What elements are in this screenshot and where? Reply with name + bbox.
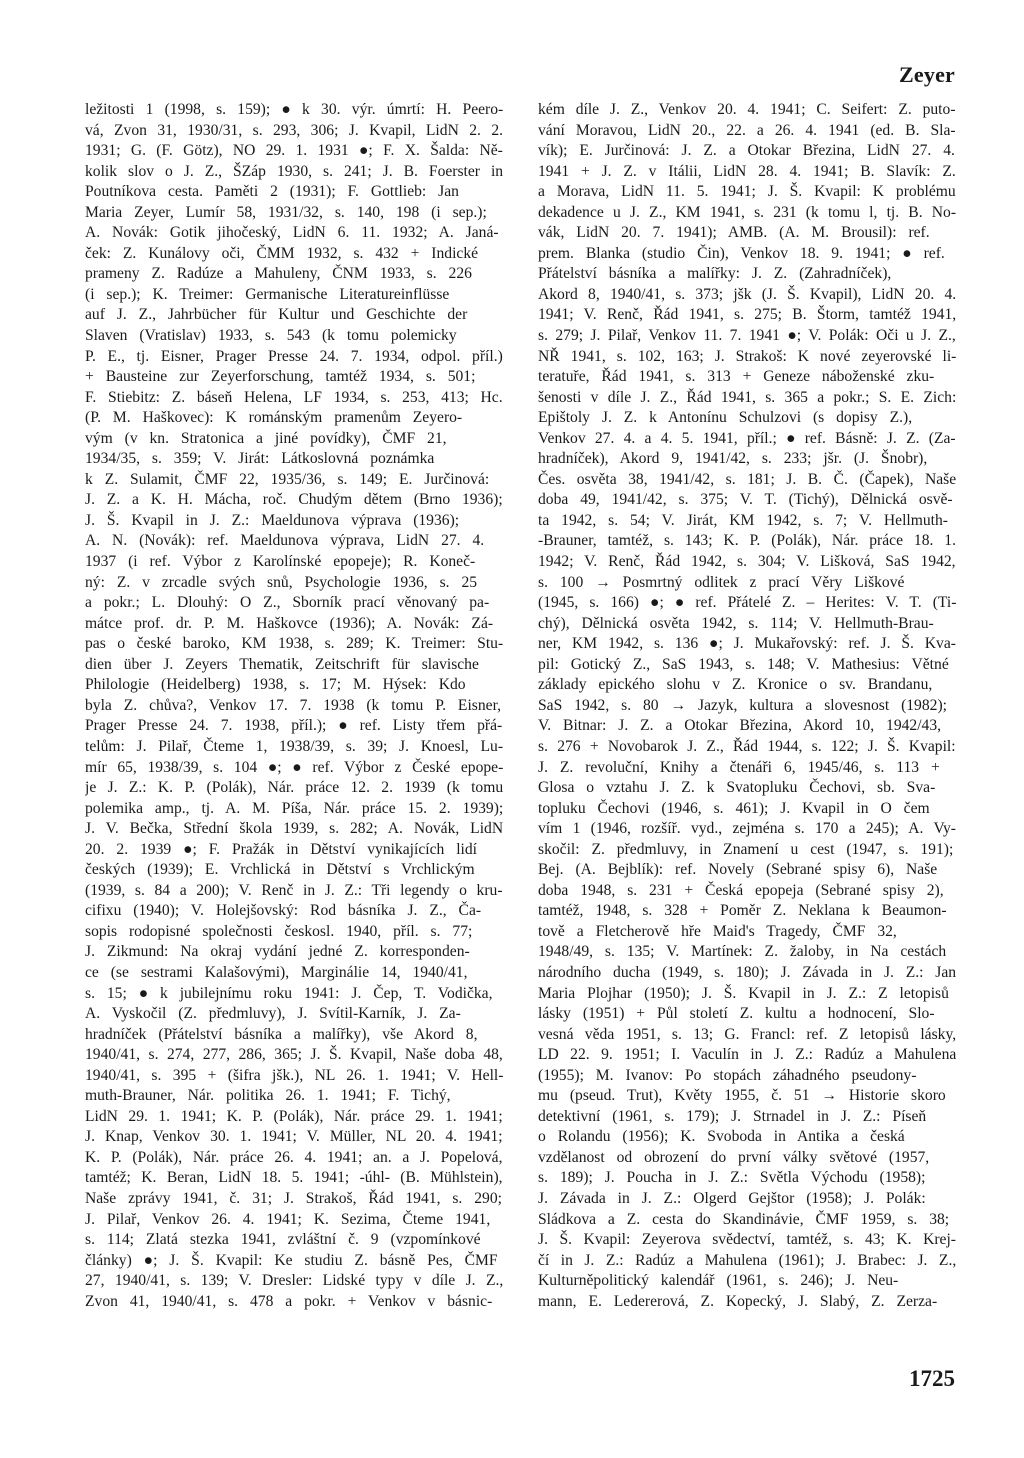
text-line: chý), Dělnická osvěta 1942, s. 114; V. Hellmuth-Brau- [538,614,934,632]
text-line: s. 276 + Novobarok J. Z., Řád 1944, s. 122; J. Š. Kvapil: [538,737,956,755]
text-line: Čes. osvěta 38, 1941/42, s. 181; J. B. Č. (Čapek), Naše [538,470,956,488]
text-line: Naše zprávy 1941, č. 31; J. Strakoš, Řád 1941, s. 290; [85,1189,502,1207]
text-line: Prager Presse 24. 7. 1938, příl.); ● ref. Listy třem přá- [85,717,503,735]
text-line: s. 189); J. Poucha in J. Z.: Světla Východu (1958); [538,1169,926,1187]
text-line: 1941 + J. Z. v Itálii, LidN 28. 4. 1941; B. Slavík: Z. [538,162,956,180]
text-line: 1937 (i ref. Výbor z Karolínské epopeje); R. Koneč- [85,553,476,571]
text-line: 1940/41, s. 274, 277, 286, 365; J. Š. Kvapil, Naše doba 48, [85,1046,503,1064]
text-line: vesná věda 1951, s. 13; G. Francl: ref. Z letopisů lásky, [538,1025,956,1043]
text-line: hradníček (Přátelství básníka a malířky), vše Akord 8, [85,1025,478,1043]
text-line: ce (se sestrami Kalašovými), Marginálie 14, 1940/41, [85,963,468,981]
text-line: vík); E. Jurčinová: J. Z. a Otokar Březina, LidN 27. 4. [538,142,955,160]
text-line: o Rolandu (1956); K. Svoboda in Antika a česká [538,1128,905,1146]
text-line: F. Stiebitz: Z. báseň Helena, LF 1934, s. 253, 413; Hc. [85,388,503,406]
text-line: 20. 2. 1939 ●; F. Pražák in Dětství vynikajících lidí [85,840,478,858]
text-line: byla Z. chůva?, Venkov 17. 7. 1938 (k tomu P. Eisner, [85,696,502,714]
text-line: J. Š. Kvapil in J. Z.: Maeldunova výprava (1936); [85,511,460,529]
text-line: Glosa o vztahu J. Z. k Svatopluku Čechovi, sb. Sva- [538,779,936,797]
text-line: V. Bitnar: J. Z. a Otokar Březina, Akord 10, 1942/43, [538,717,942,735]
text-line: skočil: Z. předmluvy, in Znamení u cest (1947, s. 191); [538,840,954,858]
text-line: detektivní (1961, s. 179); J. Strnadel in J. Z.: Píseň [538,1107,927,1125]
text-line: Maria Zeyer, Lumír 58, 1931/32, s. 140, 198 (i sep.); [85,203,487,221]
text-line: NŘ 1941, s. 102, 163; J. Strakoš: K nové zeyerovské li- [538,347,956,365]
text-line: muth-Brauner, Nár. politika 26. 1. 1941; F. Tichý, [85,1087,451,1105]
running-head-title: Zeyer [899,62,955,87]
text-line: J. Z. a K. H. Mácha, roč. Chudým dětem (Brno 1936); [85,491,503,509]
text-line: teratuře, Řád 1941, s. 313 + Geneze náboženské zku- [538,368,935,386]
text-line: P. E., tj. Eisner, Prager Presse 24. 7. 1934, odpol. příl.) [85,347,503,365]
text-line: a Morava, LidN 11. 5. 1941; J. Š. Kvapil: K problému [538,183,956,201]
text-line: Bej. (A. Bejblík): ref. Novely (Sebrané spisy 6), Naše [538,861,938,879]
text-line: sopis rodopisné společnosti českosl. 1940, příl. s. 77; [85,922,473,940]
text-line: doba 1948, s. 231 + Česká epopeja (Sebrané spisy 2), [538,881,944,899]
text-line: 1942; V. Renč, Řád 1942, s. 304; V. Lišková, SaS 1942, [538,553,956,571]
text-line: šenosti v díle J. Z., Řád 1941, s. 365 a pokr.; S. E. Zich: [538,388,956,406]
text-line: Sládkova a Z. cesta do Skandinávie, ČMF 1959, s. 38; [538,1210,950,1228]
text-line: ležitosti 1 (1998, s. 159); ● k 30. výr. úmrtí: H. Peero- [85,101,503,118]
text-column-left [85,100,503,1312]
text-line: polemika amp., tj. A. M. Píša, Nár. práce 15. 2. 1939); [85,799,503,817]
page-number: 1725 [909,1366,955,1391]
text-line: ner, KM 1942, s. 136 ●; J. Mukařovský: ref. J. Š. Kva- [538,635,956,653]
text-line: J. Závada in J. Z.: Olgerd Gejštor (1958); J. Polák: [538,1189,926,1207]
text-line: J. Knap, Venkov 30. 1. 1941; V. Müller, NL 20. 4. 1941; [85,1128,503,1146]
text-line: Poutníkova cesta. Paměti 2 (1931); F. Gottlieb: Jan [85,183,459,201]
text-line: J. Zikmund: Na okraj vydání jedné Z. korresponden- [85,943,470,961]
text-line: mír 65, 1938/39, s. 104 ●; ● ref. Výbor z České epope- [85,758,503,776]
text-line: (1955); M. Ivanov: Po stopách záhadného pseudony- [538,1066,917,1084]
text-line: pas o české baroko, KM 1938, s. 289; K. Treimer: Stu- [85,635,503,653]
text-line: prem. Blanka (studio Čin), Venkov 18. 9. 1941; ● ref. [538,244,945,262]
text-line: vím 1 (1946, rozšíř. vyd., zejména s. 170 a 245); A. Vy- [538,820,956,838]
text-line: (i sep.); K. Treimer: Germanische Literatureinflüsse [85,285,450,303]
text-line: kolik slov o J. Z., ŠZáp 1930, s. 241; J. B. Foerster in [85,162,503,180]
text-line: Maria Plojhar (1950); J. Š. Kvapil in J. Z.: Z letopisů [538,984,949,1002]
text-line: Philologie (Heidelberg) 1938, s. 17; M. Hýsek: Kdo [85,676,466,694]
text-line: SaS 1942, s. 80 → Jazyk, kultura a slovesnost (1982); [538,696,947,714]
text-line: J. Z. revoluční, Knihy a čtenáři 6, 1945/46, s. 113 + [538,758,940,776]
text-line: cifixu (1940); V. Holejšovský: Rod básníka J. Z., Ča- [85,902,482,920]
text-line: J. V. Bečka, Střední škola 1939, s. 282; A. Novák, LidN [85,820,503,838]
text-line: s. 15; ● k jubilejnímu roku 1941: J. Čep, T. Vodička, [85,984,493,1002]
text-line: -Brauner, tamtéž, s. 143; K. P. (Polák), Nár. práce 18. 1. [538,532,956,550]
text-line: Slaven (Vratislav) 1933, s. 543 (k tomu polemicky [85,327,457,345]
text-line: A. N. (Novák): ref. Maeldunova výprava, LidN 27. 4. [85,532,485,550]
text-line: tově a Fletcherově hře Maid's Tragedy, ČMF 32, [538,922,897,940]
text-line: (1945, s. 166) ●; ● ref. Přátelé Z. – Herites: V. T. (Ti- [538,594,956,612]
text-line: mann, E. Ledererová, Z. Kopecký, J. Slabý, Z. Zerza- [538,1292,938,1310]
text-line: Venkov 27. 4. a 4. 5. 1941, příl.; ● ref. Básně: J. Z. (Za- [538,429,956,447]
text-line: (1939, s. 84 a 200); V. Renč in J. Z.: Tři legendy o kru- [85,881,503,899]
text-line: je J. Z.: K. P. (Polák), Nár. práce 12. 2. 1939 (k tomu [85,779,503,797]
text-line: 1940/41, s. 395 + (šifra jšk.), NL 26. 1. 1941; V. Hell- [85,1066,503,1084]
text-line: tamtéž; K. Beran, LidN 18. 5. 1941; -úhl- (B. Mühlstein), [85,1169,503,1187]
text-line: lásky (1951) + Půl století Z. kultu a hodnocení, Slo- [538,1005,935,1023]
text-line: a pokr.; L. Dlouhý: O Z., Sborník prací věnovaný pa- [85,594,490,612]
text-line: vák, LidN 20. 7. 1941); AMB. (A. M. Brousil): ref. [538,224,930,242]
text-line: prameny Z. Radúze a Mahuleny, ČNM 1933, s. 226 [85,265,472,283]
text-line: J. Š. Kvapil: Zeyerova svědectví, tamtéž, s. 43; K. Krej- [538,1231,956,1249]
text-line: 1948/49, s. 135; V. Martínek: Z. žaloby, in Na cestách [538,943,947,961]
text-line: + Bausteine zur Zeyerforschung, tamtéž 1934, s. 501; [85,368,476,386]
text-line: národního ducha (1949, s. 180); J. Závada in J. Z.: Jan [538,963,956,981]
text-line: s. 279; J. Pilař, Venkov 11. 7. 1941 ●; V. Polák: Oči u J. Z., [538,327,956,345]
text-line: články) ●; J. Š. Kvapil: Ke studiu Z. básně Pes, ČMF [85,1251,498,1269]
text-line: J. Pilař, Venkov 26. 4. 1941; K. Sezima, Čteme 1941, [85,1210,491,1228]
text-column-right [538,100,956,1312]
text-line: A. Vyskočil (Z. předmluvy), J. Svítil-Karník, J. Za- [85,1005,461,1023]
text-line: telům: J. Pilař, Čteme 1, 1938/39, s. 39; J. Knoesl, Lu- [85,737,503,755]
text-line: pil: Gotický Z., SaS 1943, s. 148; V. Mathesius: Větné [538,655,949,673]
text-line: ta 1942, s. 54; V. Jirát, KM 1942, s. 7; V. Hellmuth- [538,511,948,529]
text-line: dien über J. Zeyers Thematik, Zeitschrift für slavische [85,655,479,673]
text-line: vzdělanost od obrození do první války světové (1957, [538,1148,930,1166]
text-line: 27, 1940/41, s. 139; V. Dresler: Lidské typy v díle J. Z., [85,1272,503,1290]
text-line: 1931; G. (F. Götz), NO 29. 1. 1931 ●; F. X. Šalda: Ně- [85,142,503,160]
text-line: topluku Čechovi (1946, s. 461); J. Kvapil in O čem [538,799,930,817]
text-line: s. 100 → Posmrtný odlitek z prací Věry Liškové [538,573,905,591]
text-line: vým (v kn. Stratonica a jiné povídky), ČMF 21, [85,429,447,447]
text-line: A. Novák: Gotik jihočeský, LidN 6. 11. 1932; A. Janá- [85,224,499,242]
text-line: mu (pseud. Trut), Květy 1955, č. 51 → Historie skoro [538,1087,946,1105]
text-line: vání Moravou, LidN 20., 22. a 26. 4. 1941 (ed. B. Sla- [538,121,956,139]
text-line: Zvon 41, 1940/41, s. 478 a pokr. + Venkov v básnic- [85,1292,493,1310]
text-line: vá, Zvon 31, 1930/31, s. 293, 306; J. Kvapil, LidN 2. 2. [85,121,503,139]
text-line: doba 49, 1941/42, s. 375; V. T. (Tichý), Dělnická osvě- [538,491,953,509]
text-line: k Z. Sulamit, ČMF 22, 1935/36, s. 149; E. Jurčinová: [85,470,490,488]
text-line: 1934/35, s. 359; V. Jirát: Látkoslovná poznámka [85,450,435,468]
text-line: ček: Z. Kunálovy oči, ČMM 1932, s. 432 + Indické [85,244,479,262]
text-line: čí in J. Z.: Radúz a Mahulena (1961); J. Brabec: J. Z., [538,1251,956,1269]
text-line: K. P. (Polák), Nár. práce 26. 4. 1941; an. a J. Popelová, [85,1148,503,1166]
text-line: základy epického slohu v Z. Kronice o sv. Brandanu, [538,676,933,694]
text-line: tamtéž, 1948, s. 328 + Poměr Z. Neklana k Beaumon- [538,902,947,920]
text-line: kém díle J. Z., Venkov 20. 4. 1941; C. Seifert: Z. puto- [538,101,956,118]
text-line: auf J. Z., Jahrbücher für Kultur und Geschichte der [85,306,468,324]
text-line: dekadence u J. Z., KM 1941, s. 231 (k tomu l, tj. B. No- [538,203,956,221]
text-line: ný: Z. v zrcadle svých snů, Psychologie 1936, s. 25 [85,573,478,591]
text-line: hradníček), Akord 9, 1941/42, s. 233; jšr. (J. Šnobr), [538,450,928,468]
text-line: Akord 8, 1940/41, s. 373; jšk (J. Š. Kvapil), LidN 20. 4. [538,285,956,303]
text-line: Epištoly J. Z. k Antonínu Schulzovi (s dopisy Z.), [538,409,913,427]
text-line: (P. M. Haškovec): K románským pramenům Zeyero- [85,409,463,427]
text-line: českých (1939); E. Vrchlická in Dětství s Vrchlickým [85,861,475,879]
text-line: s. 114; Zlatá stezka 1941, zvláštní č. 9 (vzpomínkové [85,1231,481,1249]
text-line: Kulturněpolitický kalendář (1961, s. 246); J. Neu- [538,1272,899,1290]
text-line: LidN 29. 1. 1941; K. P. (Polák), Nár. práce 29. 1. 1941; [85,1107,503,1125]
text-line: 1941; V. Renč, Řád 1941, s. 275; B. Štorm, tamtéž 1941, [538,306,956,324]
text-line: mátce prof. dr. P. M. Haškovce (1936); A. Novák: Zá- [85,614,494,632]
text-line: LD 22. 9. 1951; I. Vaculín in J. Z.: Radúz a Mahulena [538,1046,956,1064]
text-line: Přátelství básníka a malířky: J. Z. (Zahradníček), [538,265,892,283]
